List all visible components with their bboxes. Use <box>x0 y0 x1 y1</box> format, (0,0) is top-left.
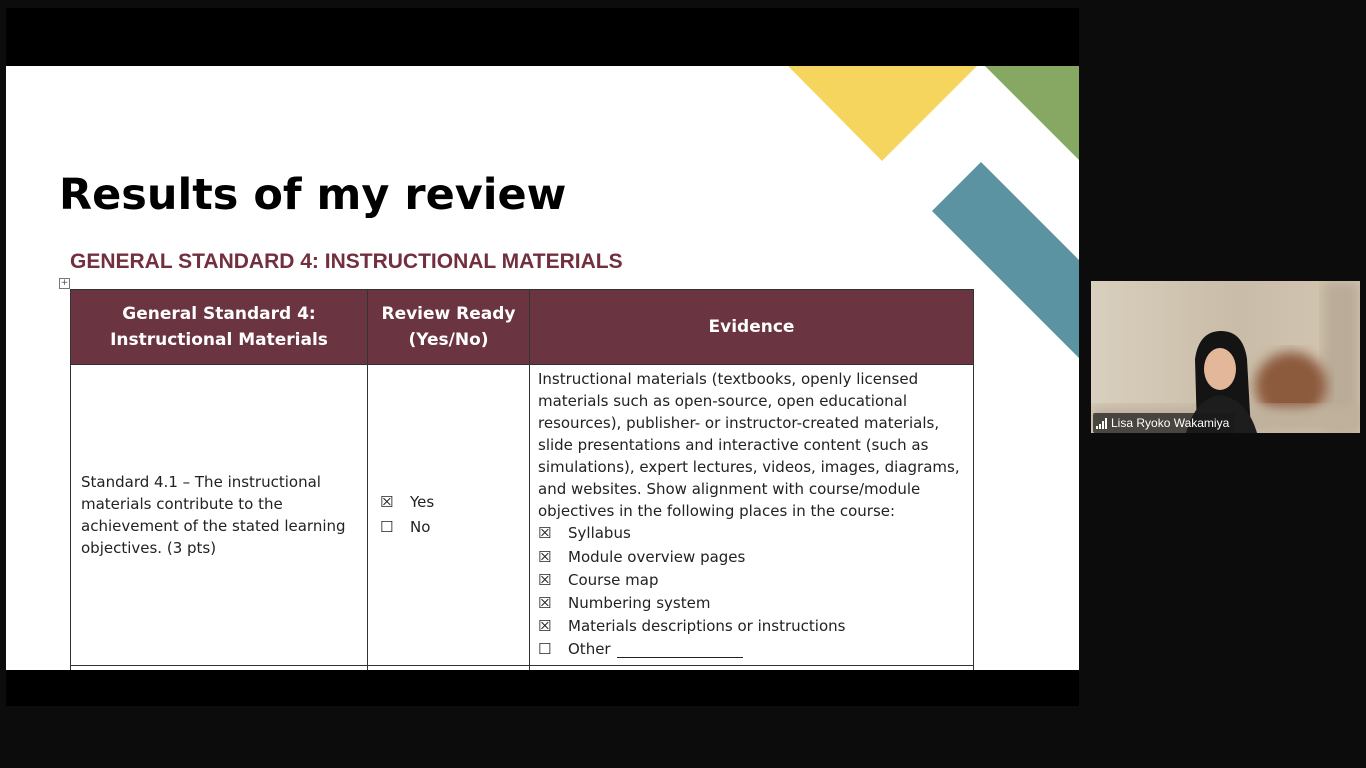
checked-box-icon: ☒ <box>538 617 552 636</box>
green-triangle-decoration <box>985 66 1079 160</box>
evidence-item <box>538 615 965 638</box>
table-cell <box>530 666 974 671</box>
section-heading: GENERAL STANDARD 4: INSTRUCTIONAL MATERIALS <box>70 250 623 273</box>
review-option-no <box>380 515 517 540</box>
yellow-triangle-decoration <box>788 66 977 161</box>
evidence-cell <box>530 365 974 666</box>
evidence-item-label: Syllabus <box>568 524 631 543</box>
evidence-item <box>538 522 965 545</box>
checked-box-icon: ☒ <box>538 594 552 612</box>
unchecked-box-icon: ☐ <box>380 518 394 536</box>
shared-screen <box>6 8 1079 706</box>
evidence-item-label: Materials descriptions or instructions <box>568 617 846 636</box>
evidence-item <box>538 569 965 592</box>
evidence-checklist <box>538 522 965 661</box>
review-table <box>70 289 974 670</box>
participant-video-tile[interactable] <box>1091 281 1360 433</box>
evidence-description: Instructional materials (textbooks, openly licensed materials such as open-source, open educational resources), publisher- or instructor-created materials, slide presentations and interactive content (such as simulations), expert lectures, videos, images, diagrams, and websites. Show alignment with course/module objectives in the following places in the course: <box>538 370 960 521</box>
table-header-row <box>71 290 974 365</box>
checked-box-icon: ☒ <box>380 493 394 511</box>
review-option-label: No <box>410 518 431 536</box>
evidence-item <box>538 592 965 615</box>
evidence-item-label: Other <box>568 640 611 659</box>
evidence-item-label: Numbering system <box>568 594 711 612</box>
fill-in-blank-line <box>617 643 743 658</box>
evidence-item <box>538 546 965 569</box>
checked-box-icon: ☒ <box>538 524 552 543</box>
presentation-slide <box>6 66 1079 670</box>
header-review-ready: Review Ready (Yes/No) <box>368 290 530 365</box>
checked-box-icon: ☒ <box>538 570 552 589</box>
participant-video-feed <box>1091 281 1360 433</box>
evidence-item-label: Module overview pages <box>568 547 746 566</box>
header-evidence: Evidence <box>530 290 974 365</box>
table-row-next <box>71 666 974 671</box>
checked-box-icon: ☒ <box>538 547 552 566</box>
standard-description: Standard 4.1 – The instructional materials contribute to the achievement of the stated learning objectives. (3 pts) <box>71 365 368 666</box>
header-general-standard: General Standard 4: Instructional Materials <box>71 290 368 365</box>
table-cell <box>368 666 530 671</box>
table-cell <box>71 666 368 671</box>
table-move-handle-icon[interactable]: + <box>60 278 69 288</box>
review-ready-cell <box>368 365 530 666</box>
slide-title: Results of my review <box>59 170 567 220</box>
review-option-label: Yes <box>410 493 435 511</box>
evidence-item-label: Course map <box>568 570 659 589</box>
unchecked-box-icon: ☐ <box>538 640 552 659</box>
table-row <box>71 365 974 666</box>
signal-strength-icon <box>1096 418 1107 429</box>
participant-name-label <box>1093 413 1235 433</box>
evidence-item-other <box>538 638 965 661</box>
participant-name: Lisa Ryoko Wakamiya <box>1111 416 1230 430</box>
review-option-yes <box>380 490 517 515</box>
